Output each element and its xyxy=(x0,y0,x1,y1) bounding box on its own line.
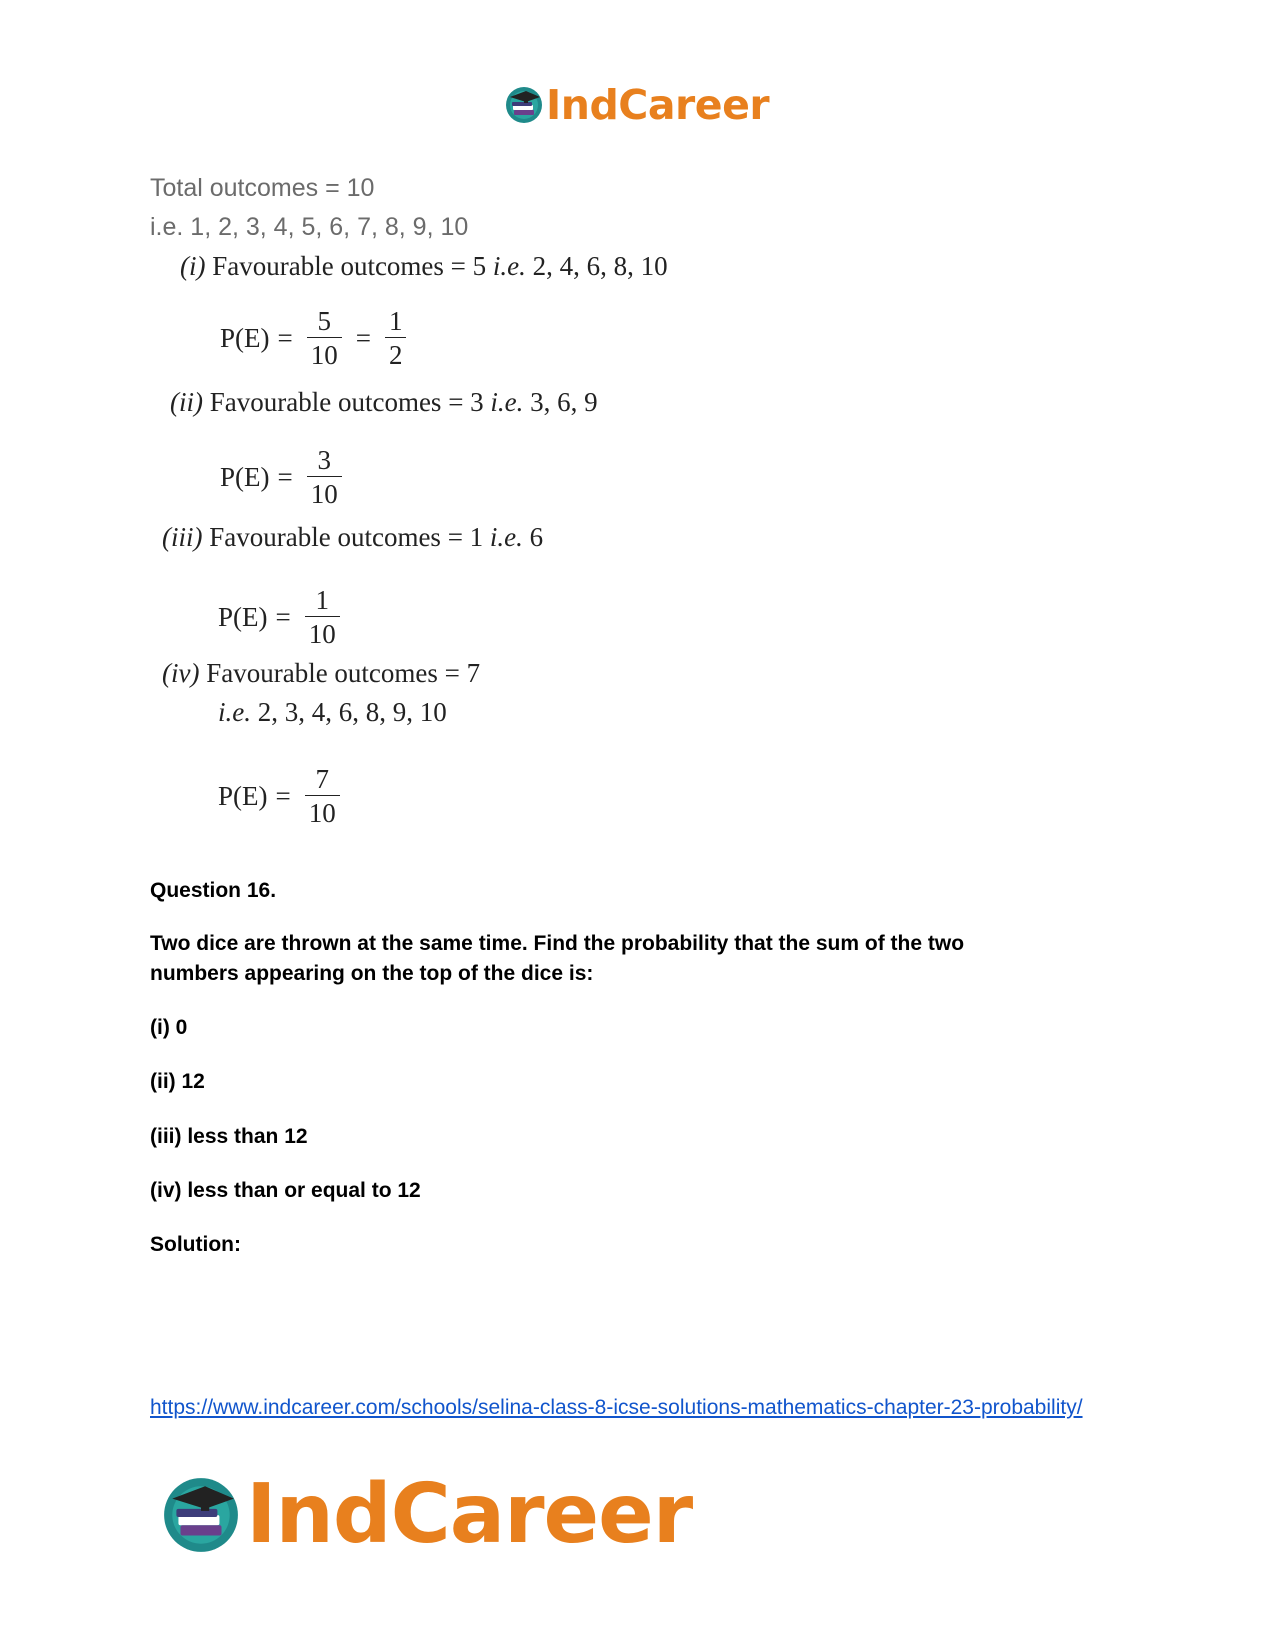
ie-text: i.e. xyxy=(489,522,523,552)
header-logo xyxy=(504,80,804,130)
equals-sign: = xyxy=(355,323,371,353)
numerator: 1 xyxy=(388,306,403,336)
equals-sign: = xyxy=(275,781,291,811)
ie-text: i.e. xyxy=(490,387,524,417)
part-iv-line xyxy=(162,658,480,689)
footer-logo xyxy=(160,1465,720,1565)
source-url-link[interactable]: https://www.indcareer.com/schools/selina-class-8-icse-solutions-mathematics-chapter-23-probability/ xyxy=(150,1396,1083,1419)
equals-sign: = xyxy=(277,462,293,492)
fraction xyxy=(307,444,342,511)
option-iii: (iii) less than 12 xyxy=(150,1125,308,1148)
denominator: 10 xyxy=(307,337,342,372)
part-values: 6 xyxy=(529,522,544,552)
part-text: Favourable outcomes = 3 xyxy=(209,387,484,417)
part-text: Favourable outcomes = 1 xyxy=(209,522,484,552)
part-iii-probability xyxy=(218,584,346,651)
header-logo-text: IndCareer xyxy=(546,81,770,129)
ie-text: i.e. xyxy=(492,251,526,281)
part-text: Favourable outcomes = 7 xyxy=(206,658,481,688)
part-label: (iii) xyxy=(162,522,203,552)
part-ii-probability xyxy=(220,444,348,511)
part-label: (ii) xyxy=(170,387,203,417)
option-i: (i) 0 xyxy=(150,1016,188,1039)
numerator: 7 xyxy=(315,764,329,794)
part-label: (i) xyxy=(180,251,206,281)
fraction xyxy=(305,763,340,830)
part-iv-values-line xyxy=(218,697,447,728)
pe-label: P(E) xyxy=(218,602,268,632)
denominator: 10 xyxy=(305,795,340,830)
denominator: 2 xyxy=(385,337,407,372)
part-text: Favourable outcomes = 5 xyxy=(212,251,487,281)
part-label: (iv) xyxy=(162,658,200,688)
fraction xyxy=(305,584,340,651)
numerator: 1 xyxy=(315,585,329,615)
ie-text: i.e. xyxy=(218,697,251,727)
numerator: 5 xyxy=(317,306,331,336)
part-iii-line xyxy=(162,522,543,553)
part-i-probability xyxy=(220,305,412,372)
numerator: 3 xyxy=(317,445,331,475)
part-i-line xyxy=(180,251,668,282)
question-title: Question 16. xyxy=(150,879,277,902)
solution-label: Solution: xyxy=(150,1233,241,1256)
graduation-cap-books-icon xyxy=(160,1474,242,1556)
footer-logo-text: IndCareer xyxy=(246,1467,693,1562)
pe-label: P(E) xyxy=(220,323,270,353)
part-values: 3, 6, 9 xyxy=(530,387,598,417)
graduation-cap-books-icon xyxy=(504,85,544,125)
fraction xyxy=(307,305,342,372)
fraction xyxy=(385,305,407,372)
pe-label: P(E) xyxy=(220,462,270,492)
equals-sign: = xyxy=(277,323,293,353)
denominator: 10 xyxy=(307,476,342,511)
part-iv-probability xyxy=(218,763,346,830)
outcomes-list-line: i.e. 1, 2, 3, 4, 5, 6, 7, 8, 9, 10 xyxy=(150,213,469,241)
option-ii: (ii) 12 xyxy=(150,1070,205,1093)
question-body: Two dice are thrown at the same time. Find the probability that the sum of the two numbers appearing on the top of the dice is: xyxy=(150,932,965,985)
part-ii-line xyxy=(170,387,598,418)
pe-label: P(E) xyxy=(218,781,268,811)
total-outcomes-line: Total outcomes = 10 xyxy=(150,174,375,202)
option-iv: (iv) less than or equal to 12 xyxy=(150,1179,421,1202)
part-values: 2, 4, 6, 8, 10 xyxy=(532,251,668,281)
part-values: 2, 3, 4, 6, 8, 9, 10 xyxy=(257,697,447,727)
equals-sign: = xyxy=(275,602,291,632)
denominator: 10 xyxy=(305,616,340,651)
